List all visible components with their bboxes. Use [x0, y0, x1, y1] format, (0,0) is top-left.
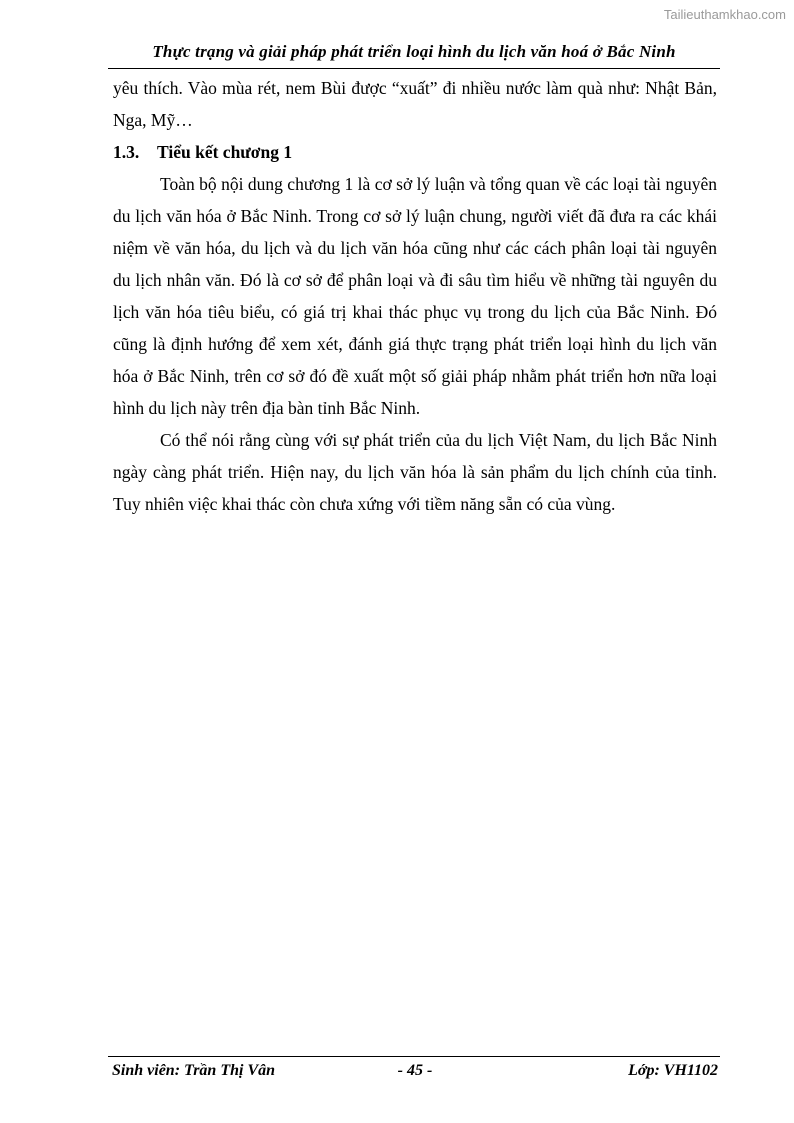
footer-page-number: - 45 -: [397, 1062, 433, 1079]
watermark-text: Tailieuthamkhao.com: [663, 7, 786, 22]
header-divider: [108, 68, 720, 69]
footer-class-code: Lớp: VH1102: [628, 1062, 718, 1079]
section-title: Tiểu kết chương 1: [157, 142, 293, 162]
footer-student-name: Sinh viên: Trần Thị Vân: [112, 1062, 276, 1079]
section-number: 1.3.: [113, 142, 140, 162]
section-heading: [113, 136, 717, 168]
page-body: [113, 72, 717, 520]
body-paragraph: Có thể nói rằng cùng với sự phát triển của du lịch Việt Nam, du lịch Bắc Ninh ngày càng phát triển. Hiện nay, du lịch văn hóa là sản phẩm du lịch chính của tỉnh. Tuy nhiên việc khai thác còn chưa xứng với tiềm năng sẵn có của vùng.: [113, 430, 717, 514]
running-header-title: Thực trạng và giải pháp phát triển loại hình du lịch văn hoá ở Bắc Ninh: [152, 42, 676, 61]
footer-divider: [108, 1056, 720, 1057]
continued-paragraph: yêu thích. Vào mùa rét, nem Bùi được “xuất” đi nhiều nước làm quà như: Nhật Bản, Nga, Mỹ…: [113, 78, 717, 130]
body-paragraph: Toàn bộ nội dung chương 1 là cơ sở lý luận và tổng quan về các loại tài nguyên du lịch văn hóa ở Bắc Ninh. Trong cơ sở lý luận chung, người viết đã đưa ra các khái niệm về văn hóa, du lịch và du lịch văn hóa cũng như các cách phân loại tài nguyên du lịch nhân văn. Đó là cơ sở để phân loại và đi sâu tìm hiểu về những tài nguyên du lịch văn hóa tiêu biểu, có giá trị khai thác phục vụ trong du lịch của Bắc Ninh. Đó cũng là định hướng để xem xét, đánh giá thực trạng phát triển loại hình du lịch văn hóa ở Bắc Ninh, trên cơ sở đó đề xuất một số giải pháp nhằm phát triển hơn nữa loại hình du lịch này trên địa bàn tỉnh Bắc Ninh.: [113, 174, 717, 418]
